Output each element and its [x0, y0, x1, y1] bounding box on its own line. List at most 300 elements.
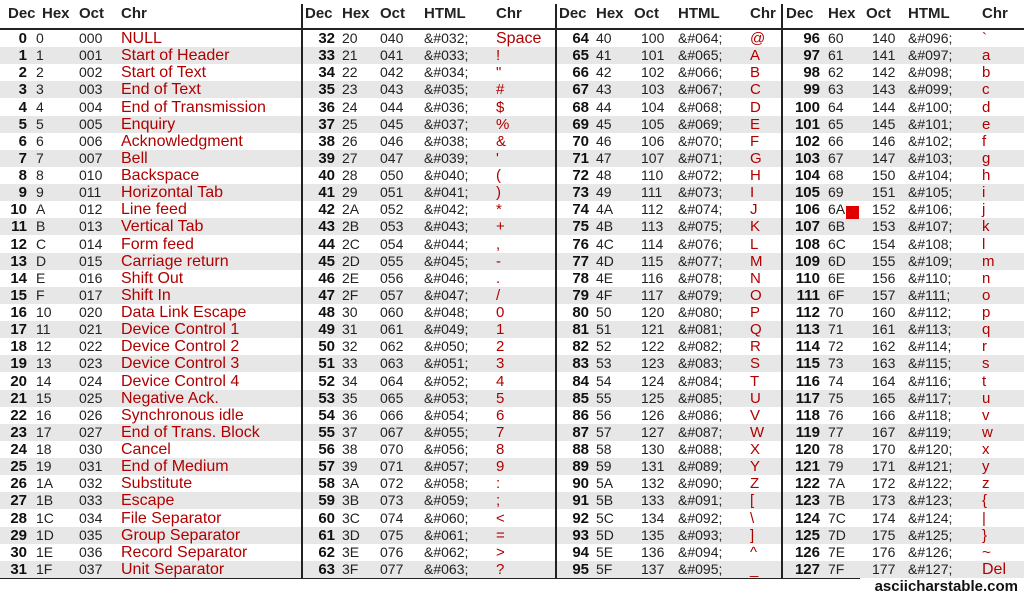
hex-value: 79	[828, 458, 844, 475]
char-value: Substitute	[121, 475, 193, 493]
hex-value: 2B	[342, 218, 360, 235]
hex-value: 37	[342, 423, 358, 440]
oct-value: 123	[641, 355, 665, 372]
hex-value: 5D	[596, 526, 614, 543]
header-dec: Dec	[559, 5, 587, 22]
html-entity: &#080;	[678, 304, 723, 320]
hex-value: 2A	[342, 201, 360, 218]
dec-value: 108	[794, 235, 820, 253]
char-value: Line feed	[121, 201, 187, 219]
html-entity: &#088;	[678, 441, 723, 457]
oct-value: 164	[872, 372, 896, 389]
hex-value: 3	[36, 81, 44, 98]
oct-value: 070	[380, 441, 404, 457]
char-value: I	[750, 184, 755, 202]
header-hex: Hex	[42, 5, 70, 22]
html-entity: &#100;	[908, 98, 953, 115]
dec-value: 125	[794, 526, 820, 544]
char-value: -	[496, 252, 501, 270]
hex-value: 30	[342, 304, 358, 320]
dec-value: 1	[18, 47, 27, 65]
char-value: 8	[496, 441, 505, 458]
char-value: Shift Out	[121, 269, 184, 287]
oct-value: 072	[380, 475, 404, 492]
html-entity: &#097;	[908, 47, 953, 64]
html-entity: &#081;	[678, 321, 723, 338]
oct-value: 135	[641, 526, 665, 543]
dec-value: 53	[318, 389, 335, 407]
dec-value: 21	[10, 389, 27, 407]
oct-value: 076	[380, 543, 404, 560]
char-value: Device Control 1	[121, 321, 240, 339]
red-marker	[846, 206, 859, 219]
html-entity: &#122;	[908, 475, 953, 492]
dec-value: 60	[318, 509, 335, 527]
column-divider	[781, 4, 783, 579]
html-entity: &#051;	[424, 355, 469, 372]
dec-value: 18	[10, 338, 27, 356]
hex-value: 1F	[36, 560, 53, 577]
char-value: =	[496, 526, 505, 544]
dec-value: 16	[10, 304, 27, 321]
hex-value: 11	[36, 321, 51, 338]
html-entity: &#049;	[424, 321, 469, 338]
header-chr: Chr	[750, 5, 776, 22]
char-value: Synchronous idle	[121, 406, 244, 424]
oct-value: 153	[872, 218, 896, 235]
html-entity: &#102;	[908, 132, 953, 149]
html-entity: &#078;	[678, 269, 723, 286]
char-value: p	[982, 304, 991, 321]
dec-value: 69	[572, 115, 589, 133]
oct-value: 015	[79, 252, 103, 269]
html-entity: &#118;	[908, 406, 952, 423]
hex-value: 78	[828, 441, 844, 457]
oct-value: 150	[872, 167, 896, 183]
dec-value: 86	[572, 406, 589, 424]
oct-value: 126	[641, 406, 665, 423]
oct-value: 041	[380, 47, 404, 64]
oct-value: 030	[79, 441, 103, 457]
dec-value: 57	[318, 458, 335, 476]
oct-value: 165	[872, 389, 896, 406]
html-entity: &#044;	[424, 235, 469, 252]
hex-value: 6F	[828, 286, 845, 303]
header-html: HTML	[678, 5, 720, 22]
hex-value: 14	[36, 372, 52, 389]
oct-value: 111	[641, 184, 663, 201]
oct-value: 001	[79, 47, 103, 64]
html-entity: &#113;	[908, 321, 952, 338]
html-entity: &#103;	[908, 149, 953, 166]
html-entity: &#041;	[424, 184, 469, 201]
char-value: 0	[496, 304, 505, 321]
char-value: &	[496, 132, 507, 150]
oct-value: 037	[79, 560, 103, 577]
oct-value: 043	[380, 81, 404, 98]
oct-value: 006	[79, 132, 103, 149]
oct-value: 132	[641, 475, 665, 492]
header-dec: Dec	[8, 5, 36, 22]
html-entity: &#101;	[908, 115, 953, 132]
table-row	[0, 270, 1024, 287]
char-value: Start of Header	[121, 47, 230, 65]
hex-value: 49	[596, 184, 612, 201]
hex-value: 68	[828, 167, 844, 183]
oct-value: 161	[872, 321, 896, 338]
hex-value: 2C	[342, 235, 360, 252]
html-entity: &#069;	[678, 115, 723, 132]
dec-value: 75	[572, 218, 589, 236]
hex-value: A	[36, 201, 46, 218]
html-entity: &#091;	[678, 492, 723, 509]
dec-value: 70	[572, 132, 589, 150]
oct-value: 173	[872, 492, 896, 509]
char-value: Device Control 4	[121, 372, 240, 390]
hex-value: 72	[828, 338, 844, 355]
oct-value: 046	[380, 132, 404, 149]
table-row	[0, 167, 1024, 184]
dec-value: 45	[318, 252, 335, 270]
dec-value: 93	[572, 526, 589, 544]
oct-value: 060	[380, 304, 404, 320]
html-entity: &#056;	[424, 441, 469, 457]
header-oct: Oct	[79, 5, 105, 22]
char-value: G	[750, 149, 762, 167]
oct-value: 163	[872, 355, 896, 372]
table-row	[0, 373, 1024, 390]
hex-value: 6E	[828, 269, 846, 286]
char-value: 4	[496, 372, 505, 390]
hex-value: 26	[342, 132, 358, 149]
char-value: i	[982, 184, 986, 202]
hex-value: 15	[36, 389, 52, 406]
table-row	[0, 201, 1024, 218]
oct-value: 114	[641, 235, 664, 252]
dec-value: 81	[572, 321, 589, 339]
header-oct: Oct	[380, 5, 406, 22]
dec-value: 11	[11, 218, 27, 236]
char-value: End of Text	[121, 81, 201, 99]
header-oct: Oct	[634, 5, 660, 22]
html-entity: &#117;	[908, 389, 952, 406]
html-entity: &#033;	[424, 47, 469, 64]
char-value: Del	[982, 560, 1007, 578]
oct-value: 007	[79, 149, 103, 166]
hex-value: 7	[36, 149, 44, 166]
char-value: Group Separator	[121, 526, 241, 544]
oct-value: 032	[79, 475, 103, 492]
char-value: B	[750, 64, 761, 82]
hex-value: 4A	[596, 201, 614, 218]
char-value: ;	[496, 492, 501, 510]
dec-value: 15	[10, 286, 27, 304]
char-value: Z	[750, 475, 760, 493]
oct-value: 107	[641, 149, 665, 166]
char-value: o	[982, 286, 991, 304]
char-value: ,	[496, 235, 501, 253]
oct-value: 170	[872, 441, 896, 457]
hex-value: 44	[596, 98, 612, 115]
dec-value: 117	[795, 389, 820, 407]
hex-value: 7A	[828, 475, 846, 492]
html-entity: &#073;	[678, 184, 723, 201]
oct-value: 155	[872, 252, 896, 269]
hex-value: 45	[596, 115, 612, 132]
oct-value: 073	[380, 492, 404, 509]
hex-value: 74	[828, 372, 844, 389]
oct-value: 065	[380, 389, 404, 406]
char-value: NULL	[121, 30, 162, 47]
char-value: q	[982, 321, 991, 339]
oct-value: 067	[380, 423, 404, 440]
dec-value: 49	[318, 321, 335, 339]
oct-value: 005	[79, 115, 103, 132]
oct-value: 130	[641, 441, 665, 457]
html-entity: &#035;	[424, 81, 469, 98]
html-entity: &#089;	[678, 458, 723, 475]
table-row	[0, 99, 1024, 116]
char-value: {	[982, 492, 988, 510]
dec-value: 103	[794, 149, 820, 167]
oct-value: 147	[872, 149, 896, 166]
dec-value: 44	[318, 235, 335, 253]
dec-value: 111	[796, 286, 820, 304]
char-value: z	[982, 475, 990, 493]
table-row	[0, 64, 1024, 81]
char-value: R	[750, 338, 761, 356]
hex-value: 13	[36, 355, 52, 372]
html-entity: &#116;	[908, 372, 952, 389]
dec-value: 88	[572, 441, 589, 458]
table-row	[0, 561, 1024, 578]
oct-value: 066	[380, 406, 404, 423]
oct-value: 105	[641, 115, 665, 132]
char-value: Carriage return	[121, 252, 229, 270]
hex-value: 71	[828, 321, 844, 338]
oct-value: 136	[641, 543, 665, 560]
hex-value: D	[36, 252, 47, 269]
dec-value: 89	[572, 458, 589, 476]
char-value: 7	[496, 423, 505, 441]
hex-value: 47	[596, 149, 612, 166]
oct-value: 143	[872, 81, 896, 98]
html-entity: &#112;	[908, 304, 952, 320]
char-value: Vertical Tab	[121, 218, 204, 236]
hex-value: E	[36, 269, 46, 286]
dec-value: 31	[10, 560, 27, 578]
char-value: c	[982, 81, 990, 99]
char-value: 6	[496, 406, 505, 424]
html-entity: &#085;	[678, 389, 723, 406]
hex-value: 58	[596, 441, 612, 457]
header-hex: Hex	[342, 5, 370, 22]
dec-value: 61	[318, 526, 335, 544]
oct-value: 113	[641, 218, 664, 235]
dec-value: 112	[795, 304, 820, 321]
html-entity: &#127;	[908, 560, 953, 577]
char-value: t	[982, 372, 987, 390]
char-value: O	[750, 286, 762, 304]
char-value: #	[496, 81, 505, 99]
hex-value: 61	[828, 47, 844, 64]
header-html: HTML	[424, 5, 466, 22]
char-value: x	[982, 441, 990, 458]
oct-value: 027	[79, 423, 103, 440]
hex-value: 1C	[36, 509, 54, 526]
hex-value: 34	[342, 372, 358, 389]
hex-value: 3C	[342, 509, 360, 526]
oct-value: 106	[641, 132, 665, 149]
dec-value: 66	[572, 64, 589, 82]
hex-value: 5B	[596, 492, 614, 509]
char-value: ]	[750, 526, 755, 544]
dec-value: 58	[318, 475, 335, 493]
char-value: Device Control 2	[121, 338, 240, 356]
oct-value: 031	[79, 458, 103, 475]
dec-value: 38	[318, 132, 335, 150]
html-entity: &#110;	[908, 269, 952, 286]
hex-value: 3B	[342, 492, 360, 509]
dec-value: 2	[18, 64, 27, 82]
hex-value: 62	[828, 64, 844, 81]
dec-value: 14	[10, 269, 27, 287]
char-value: 2	[496, 338, 505, 356]
dec-value: 62	[318, 543, 335, 561]
hex-value: 73	[828, 355, 844, 372]
dec-value: 92	[572, 509, 589, 527]
char-value: End of Trans. Block	[121, 423, 260, 441]
oct-value: 103	[641, 81, 665, 98]
char-value: C	[750, 81, 761, 99]
html-entity: &#047;	[424, 286, 469, 303]
oct-value: 137	[641, 560, 665, 577]
html-entity: &#053;	[424, 389, 469, 406]
html-entity: &#096;	[908, 30, 953, 46]
table-row	[0, 338, 1024, 355]
html-entity: &#086;	[678, 406, 723, 423]
table-row	[0, 81, 1024, 98]
html-entity: &#121;	[908, 458, 953, 475]
hex-value: 56	[596, 406, 612, 423]
char-value: 9	[496, 458, 505, 476]
dec-value: 29	[10, 526, 27, 544]
hex-value: 52	[596, 338, 612, 355]
oct-value: 133	[641, 492, 665, 509]
oct-value: 023	[79, 355, 103, 372]
table-row	[0, 441, 1024, 458]
hex-value: 66	[828, 132, 844, 149]
oct-value: 140	[872, 30, 896, 46]
dec-value: 107	[794, 218, 820, 236]
oct-value: 021	[79, 321, 103, 338]
hex-value: B	[36, 218, 46, 235]
html-entity: &#067;	[678, 81, 723, 98]
oct-value: 125	[641, 389, 665, 406]
oct-value: 177	[872, 560, 896, 577]
hex-value: 3F	[342, 560, 359, 577]
char-value: Unit Separator	[121, 560, 225, 578]
oct-value: 014	[79, 235, 103, 252]
dec-value: 36	[318, 98, 335, 116]
hex-value: 12	[36, 338, 52, 355]
table-row	[0, 150, 1024, 167]
char-value: a	[982, 47, 991, 65]
dec-value: 12	[10, 235, 27, 253]
char-value: y	[982, 458, 990, 476]
oct-value: 061	[380, 321, 404, 338]
char-value: Acknowledgment	[121, 132, 243, 150]
table-row	[0, 407, 1024, 424]
dec-value: 26	[10, 475, 27, 493]
html-entity: &#046;	[424, 269, 469, 286]
hex-value: 4	[36, 98, 44, 115]
char-value: Bell	[121, 149, 148, 167]
dec-value: 48	[318, 304, 335, 321]
html-entity: &#050;	[424, 338, 469, 355]
hex-value: 75	[828, 389, 844, 406]
html-entity: &#083;	[678, 355, 723, 372]
html-entity: &#034;	[424, 64, 469, 81]
dec-value: 78	[572, 269, 589, 287]
dec-value: 19	[10, 355, 27, 373]
dec-value: 17	[10, 321, 27, 339]
oct-value: 146	[872, 132, 896, 149]
html-entity: &#061;	[424, 526, 469, 543]
dec-value: 101	[794, 115, 820, 133]
oct-value: 171	[872, 458, 896, 475]
hex-value: 54	[596, 372, 612, 389]
hex-value: 48	[596, 167, 612, 183]
hex-value: 55	[596, 389, 612, 406]
hex-value: 2	[36, 64, 44, 81]
oct-value: 157	[872, 286, 896, 303]
hex-value: 60	[828, 30, 844, 46]
hex-value: 22	[342, 64, 358, 81]
char-value: 3	[496, 355, 505, 373]
char-value: Enquiry	[121, 115, 176, 133]
dec-value: 20	[10, 372, 27, 390]
hex-value: 6A	[828, 201, 846, 218]
char-value: j	[982, 201, 986, 219]
oct-value: 053	[380, 218, 404, 235]
char-value: k	[982, 218, 990, 236]
html-entity: &#106;	[908, 201, 953, 218]
dec-value: 90	[572, 475, 589, 493]
char-value: !	[496, 47, 501, 65]
char-value: d	[982, 98, 991, 116]
char-value: ~	[982, 543, 991, 561]
html-entity: &#092;	[678, 509, 723, 526]
table-row	[0, 47, 1024, 64]
html-entity: &#114;	[908, 338, 952, 355]
table-row	[0, 304, 1024, 321]
char-value: e	[982, 115, 991, 133]
site-footer: asciicharstable.com	[874, 578, 1018, 595]
hex-value: 5C	[596, 509, 614, 526]
html-entity: &#077;	[678, 252, 723, 269]
html-entity: &#104;	[908, 167, 953, 183]
char-value: <	[496, 509, 505, 527]
html-entity: &#090;	[678, 475, 723, 492]
char-value: Negative Ack.	[121, 389, 219, 407]
oct-value: 172	[872, 475, 896, 492]
char-value: Device Control 3	[121, 355, 240, 373]
char-value: l	[982, 235, 986, 253]
hex-value: 1E	[36, 543, 54, 560]
hex-value: 59	[596, 458, 612, 475]
oct-value: 003	[79, 81, 103, 98]
